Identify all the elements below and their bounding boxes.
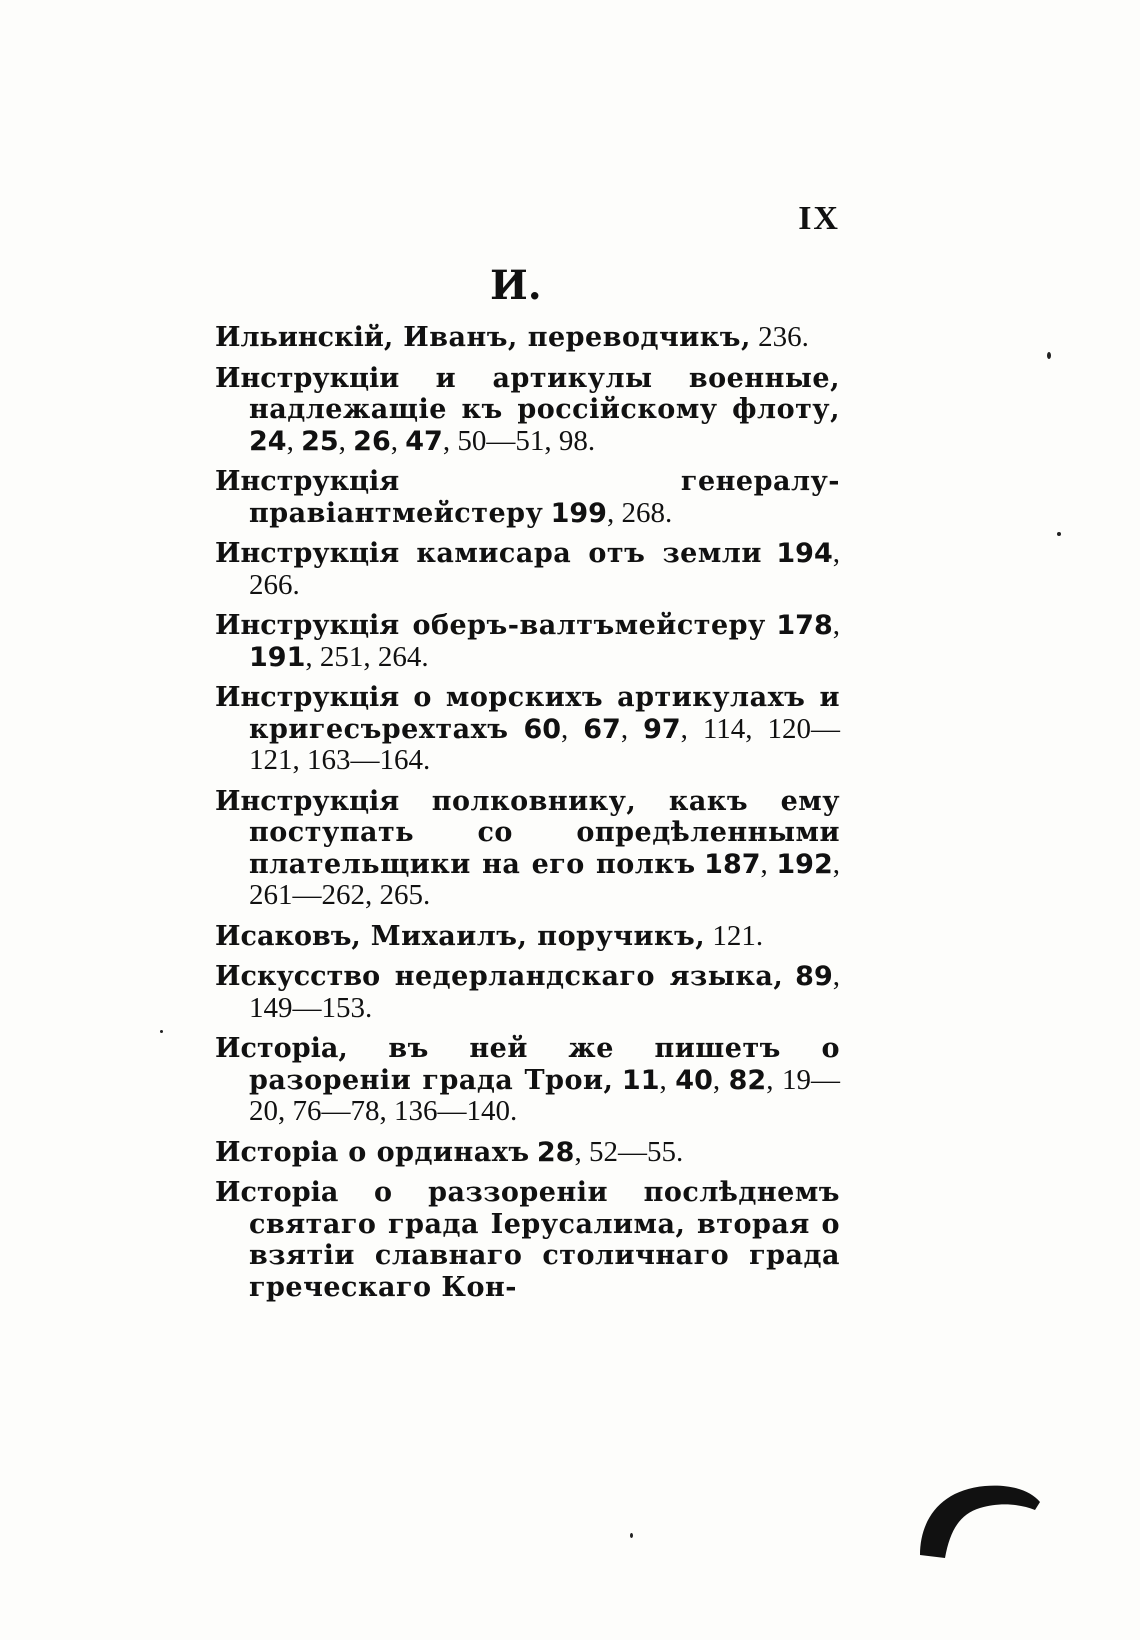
entry-pages: 199, 268. xyxy=(550,496,673,529)
bold-page-ref: 40 xyxy=(675,1064,713,1096)
entry-text: о ординахъ xyxy=(338,1136,530,1168)
bold-page-ref: 191 xyxy=(249,641,306,673)
entry-pages: 194, 266. xyxy=(249,537,840,601)
speck xyxy=(1057,532,1061,536)
index-entry xyxy=(215,682,840,777)
entry-lead-word: Исаковъ, xyxy=(215,920,361,952)
entry-pages: 178, 191, 251, 264. xyxy=(249,609,840,673)
entry-text: оберъ-валтъмейстеру xyxy=(399,610,766,641)
section-heading: И. xyxy=(490,262,542,309)
entry-lead-word: Ильинскій, xyxy=(215,322,394,353)
speck xyxy=(160,1030,163,1033)
entry-pages: 60, 67, 97, 114, 120—121, 163—164. xyxy=(249,712,841,776)
entry-pages: 89, 149—153. xyxy=(249,960,840,1024)
bold-page-ref: 82 xyxy=(728,1064,767,1096)
index-entry xyxy=(215,363,840,458)
entry-text: камисара отъ земли xyxy=(399,538,762,569)
entry-text: Иванъ, переводчикъ, xyxy=(393,322,751,353)
speck xyxy=(1047,352,1051,359)
entry-pages: 28, 52—55. xyxy=(536,1135,684,1168)
index-entry xyxy=(215,610,840,673)
entry-text: о морскихъ артикулахъ и кригесърехтахъ xyxy=(249,682,840,745)
bold-page-ref: 194 xyxy=(776,538,833,569)
entry-pages: 24, 25, 26, 47, 50—51, 98. xyxy=(249,424,596,457)
entry-lead-word: Инструкціи xyxy=(215,362,400,394)
bold-page-ref: 187 xyxy=(704,848,761,880)
entry-pages: 187, 192, 261—262, 265. xyxy=(249,847,840,911)
entry-lead-word: Исторіа xyxy=(215,1177,339,1208)
entry-text: полковнику, какъ ему поступать со опредѣленными плательщики на его полкъ xyxy=(249,785,840,880)
index-entry xyxy=(215,538,840,601)
entry-text: о раззореніи послѣднемъ святаго града Іерусалима, вторая о взятіи славнаго столичнаго града греческаго Кон- xyxy=(249,1177,840,1303)
entry-lead-word: Исторіа xyxy=(215,1136,339,1168)
entry-text: Михаилъ, поручикъ, xyxy=(360,920,706,952)
entry-text: генералу-правіантмейстеру xyxy=(249,466,840,529)
index-entry xyxy=(215,921,840,953)
index-entry xyxy=(215,322,840,354)
bold-page-ref: 47 xyxy=(405,425,443,457)
entry-text: и артикулы военные, надлежащіе къ россійскому флоту, xyxy=(249,362,840,425)
entry-text: въ ней же пишетъ о разореніи града Трои, xyxy=(249,1033,840,1096)
entry-pages: 11, 40, 82, 19—20, 76—78, 136—140. xyxy=(249,1063,840,1127)
bold-page-ref: 24 xyxy=(249,425,287,457)
index-entry xyxy=(215,1137,840,1169)
bold-page-ref: 199 xyxy=(550,497,607,529)
index-entry xyxy=(215,961,840,1024)
index-entries xyxy=(215,322,840,1312)
entry-lead-word: Инструкція xyxy=(215,538,400,569)
entry-lead-word: Инструкція xyxy=(215,610,400,641)
index-entry xyxy=(215,1033,840,1128)
entry-lead-word: Исторіа, xyxy=(215,1033,348,1064)
bold-page-ref: 97 xyxy=(643,713,681,745)
bold-page-ref: 178 xyxy=(776,610,833,641)
bold-page-ref: 60 xyxy=(523,713,562,745)
bold-page-ref: 11 xyxy=(621,1064,660,1096)
index-entry xyxy=(215,466,840,529)
ink-blot-mark xyxy=(915,1480,1045,1560)
bold-page-ref: 192 xyxy=(776,848,833,880)
entry-text: недерландскаго языка, xyxy=(380,961,784,992)
entry-lead-word: Инструкція xyxy=(215,466,400,497)
entry-lead-word: Искусство xyxy=(215,961,381,992)
entry-pages: 121. xyxy=(705,919,764,952)
entry-lead-word: Инструкція xyxy=(215,785,400,817)
bold-page-ref: 25 xyxy=(301,425,339,457)
index-entry xyxy=(215,1177,840,1303)
page-number: IX xyxy=(798,200,840,237)
speck xyxy=(630,1533,633,1538)
bold-page-ref: 26 xyxy=(353,425,391,457)
bold-page-ref: 89 xyxy=(795,961,833,992)
entry-lead-word: Инструкція xyxy=(215,682,400,713)
bold-page-ref: 67 xyxy=(583,713,621,745)
bold-page-ref: 28 xyxy=(536,1136,575,1168)
entry-pages: 236. xyxy=(750,321,809,353)
index-entry xyxy=(215,786,840,912)
